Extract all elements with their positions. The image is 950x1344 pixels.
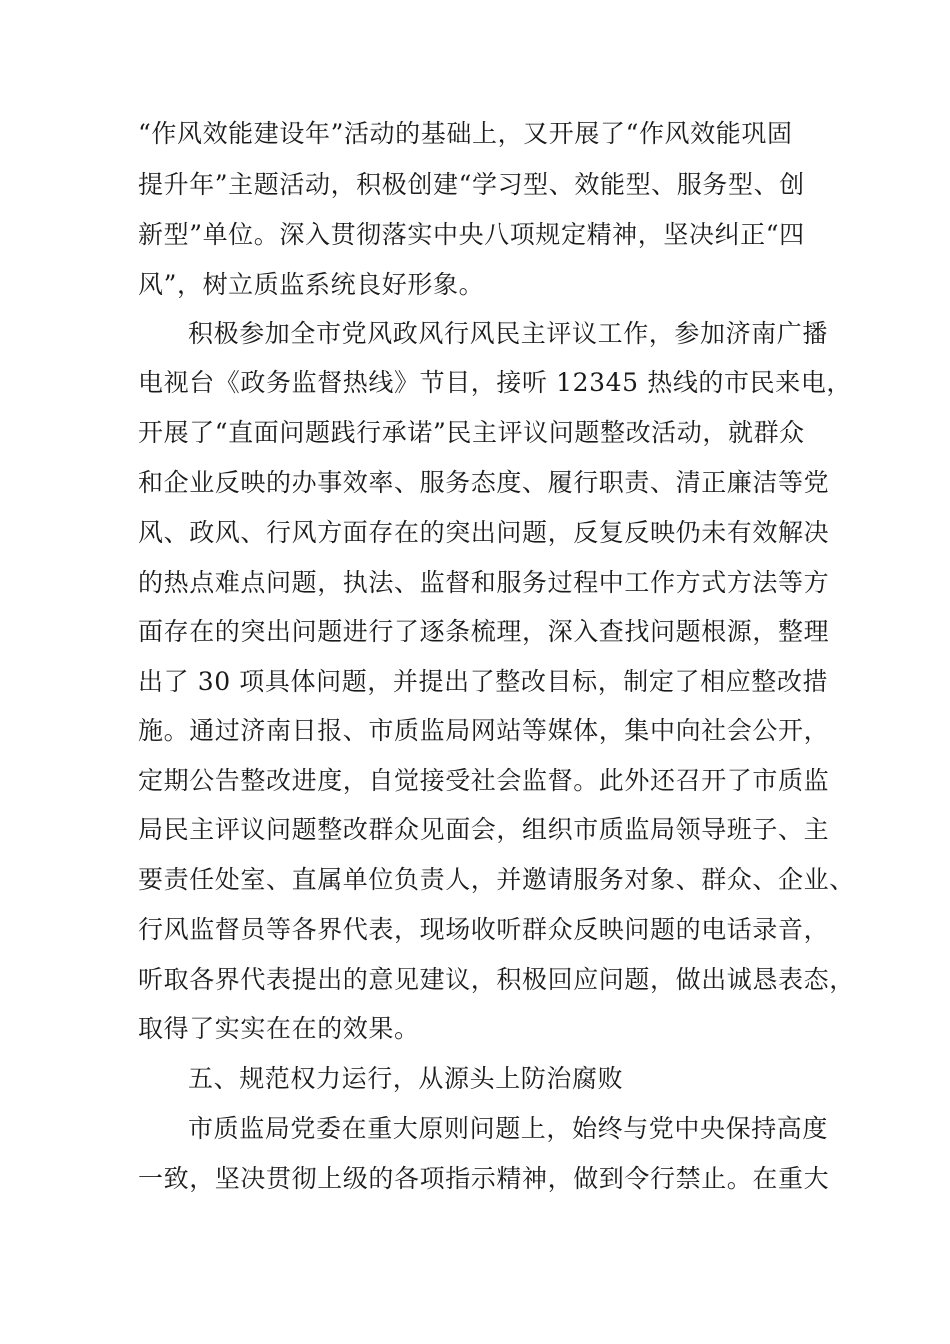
text-line: 电视台《政务监督热线》节目，接听 12345 热线的市民来电， [138, 368, 853, 397]
text-line: 取得了实实在在的效果。 [138, 1014, 420, 1043]
text-line: 新型”单位。深入贯彻落实中央八项规定精神，坚决纠正“四 [138, 220, 805, 249]
text-line: 行风监督员等各界代表，现场收听群众反映问题的电话录音， [138, 915, 830, 944]
text-line: 提升年”主题活动，积极创建“学习型、效能型、服务型、创 [138, 170, 805, 199]
text-line: 风、政风、行风方面存在的突出问题，反复反映仍未有效解决 [138, 518, 830, 547]
text-line: 定期公告整改进度，自觉接受社会监督。此外还召开了市质监 [138, 766, 830, 795]
text-line: 市质监局党委在重大原则问题上，始终与党中央保持高度 [188, 1114, 829, 1143]
text-line: 开展了“直面问题践行承诺”民主评议问题整改活动，就群众 [138, 418, 805, 447]
text-line: 面存在的突出问题进行了逐条梳理，深入查找问题根源，整理 [138, 617, 830, 646]
text-line: 施。通过济南日报、市质监局网站等媒体，集中向社会公开， [138, 716, 830, 745]
text-line: 要责任处室、直属单位负责人，并邀请服务对象、群众、企业、 [138, 865, 855, 894]
text-line: 的热点难点问题，执法、监督和服务过程中工作方式方法等方 [138, 568, 830, 597]
text-line: 局民主评议问题整改群众见面会，组织市质监局领导班子、主 [138, 815, 830, 844]
text-line: 和企业反映的办事效率、服务态度、履行职责、清正廉洁等党 [138, 468, 830, 497]
text-line: 出了 30 项具体问题，并提出了整改目标，制定了相应整改措 [138, 667, 829, 696]
text-line: 风”，树立质监系统良好形象。 [138, 270, 485, 299]
text-line: 积极参加全市党风政风行风民主评议工作，参加济南广播 [188, 319, 829, 348]
text-line: “作风效能建设年”活动的基础上，又开展了“作风效能巩固 [138, 119, 793, 148]
text-line: 一致，坚决贯彻上级的各项指示精神，做到令行禁止。在重大 [138, 1164, 830, 1193]
text-line: 听取各界代表提出的意见建议，积极回应问题，做出诚恳表态， [138, 965, 855, 994]
section-heading: 五、规范权力运行，从源头上防治腐败 [188, 1064, 624, 1093]
